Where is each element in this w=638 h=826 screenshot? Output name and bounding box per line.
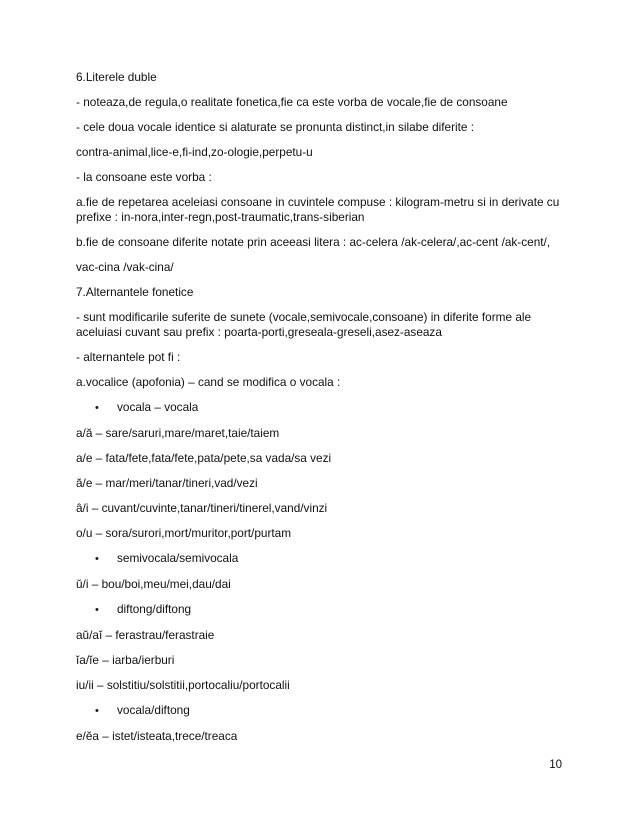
page-content [76, 70, 562, 744]
example-line: contra-animal,lice-e,fi-ind,zo-ologie,perpetu-u [76, 145, 313, 159]
page-number: 10 [549, 759, 562, 771]
example-line: a/e – fata/fete,fata/fete,pata/pete,sa vada/sa vezi [76, 451, 332, 465]
section-heading-alternantele-fonetice: 7.Alternantele fonetice [76, 285, 194, 299]
example-line: iu/ii – solstitiu/solstitii,portocaliu/portocalii [76, 678, 290, 692]
bullet-item-vocala-diftong [76, 703, 562, 719]
paragraph-line: a.fie de repetarea aceleiasi consoane in cuvintele compuse : kilogram-metru si in derivate cu prefixe : in-nora,inter-regn,post-traumatic,trans-siberian [76, 195, 560, 224]
section-heading-literele-duble: 6.Literele duble [76, 70, 157, 84]
bullet-icon: • [95, 604, 99, 616]
bullet-icon: • [95, 553, 99, 565]
bullet-icon: • [95, 402, 99, 414]
paragraph-line: b.fie de consoane diferite notate prin aceeasi litera : ac-celera /ak-celera/,ac-cent /ak-cent/, [76, 235, 551, 249]
bullet-icon: • [95, 705, 99, 717]
paragraph-line: - la consoane este vorba : [76, 170, 212, 184]
paragraph-line: - sunt modificarile suferite de sunete (vocale,semivocale,consoane) in diferite forme ale aceluiasi cuvant sau prefix : poarta-porti,greseala-greseli,asez-aseaza [76, 310, 532, 339]
example-line: aŭ/aĭ – ferastrau/ferastraie [76, 628, 215, 642]
paragraph-line: a.vocalice (apofonia) – cand se modifica o vocala : [76, 375, 341, 389]
paragraph-line: - noteaza,de regula,o realitate fonetica,fie ca este vorba de vocale,fie de consoane [76, 95, 508, 109]
example-line: â/i – cuvant/cuvinte,tanar/tineri/tinerel,vand/vinzi [76, 501, 328, 515]
paragraph-line: vac-cina /vak-cina/ [76, 260, 174, 274]
example-line: ŭ/i – bou/boi,meu/mei,dau/dai [76, 577, 231, 591]
bullet-item-diftong [76, 602, 562, 618]
bullet-item-label: vocala – vocala [117, 400, 199, 414]
example-line: a/ă – sare/saruri,mare/maret,taie/taiem [76, 426, 280, 440]
example-line: o/u – sora/surori,mort/muritor,port/purtam [76, 526, 292, 540]
bullet-item-label: diftong/diftong [117, 602, 192, 616]
paragraph-line: - alternantele pot fi : [76, 350, 181, 364]
bullet-item-label: semivocala/semivocala [117, 551, 239, 565]
bullet-item-semivocala [76, 551, 562, 567]
example-line: ă/e – mar/meri/tanar/tineri,vad/vezi [76, 476, 258, 490]
bullet-item-label: vocala/diftong [117, 703, 190, 717]
paragraph-line: - cele doua vocale identice si alaturate se pronunta distinct,in silabe diferite : [76, 120, 475, 134]
bullet-item-vocala-vocala [76, 400, 562, 416]
example-line: ĭa/ĭe – iarba/ierburi [76, 653, 175, 667]
example-line: e/ĕa – istet/isteata,trece/treaca [76, 729, 238, 743]
